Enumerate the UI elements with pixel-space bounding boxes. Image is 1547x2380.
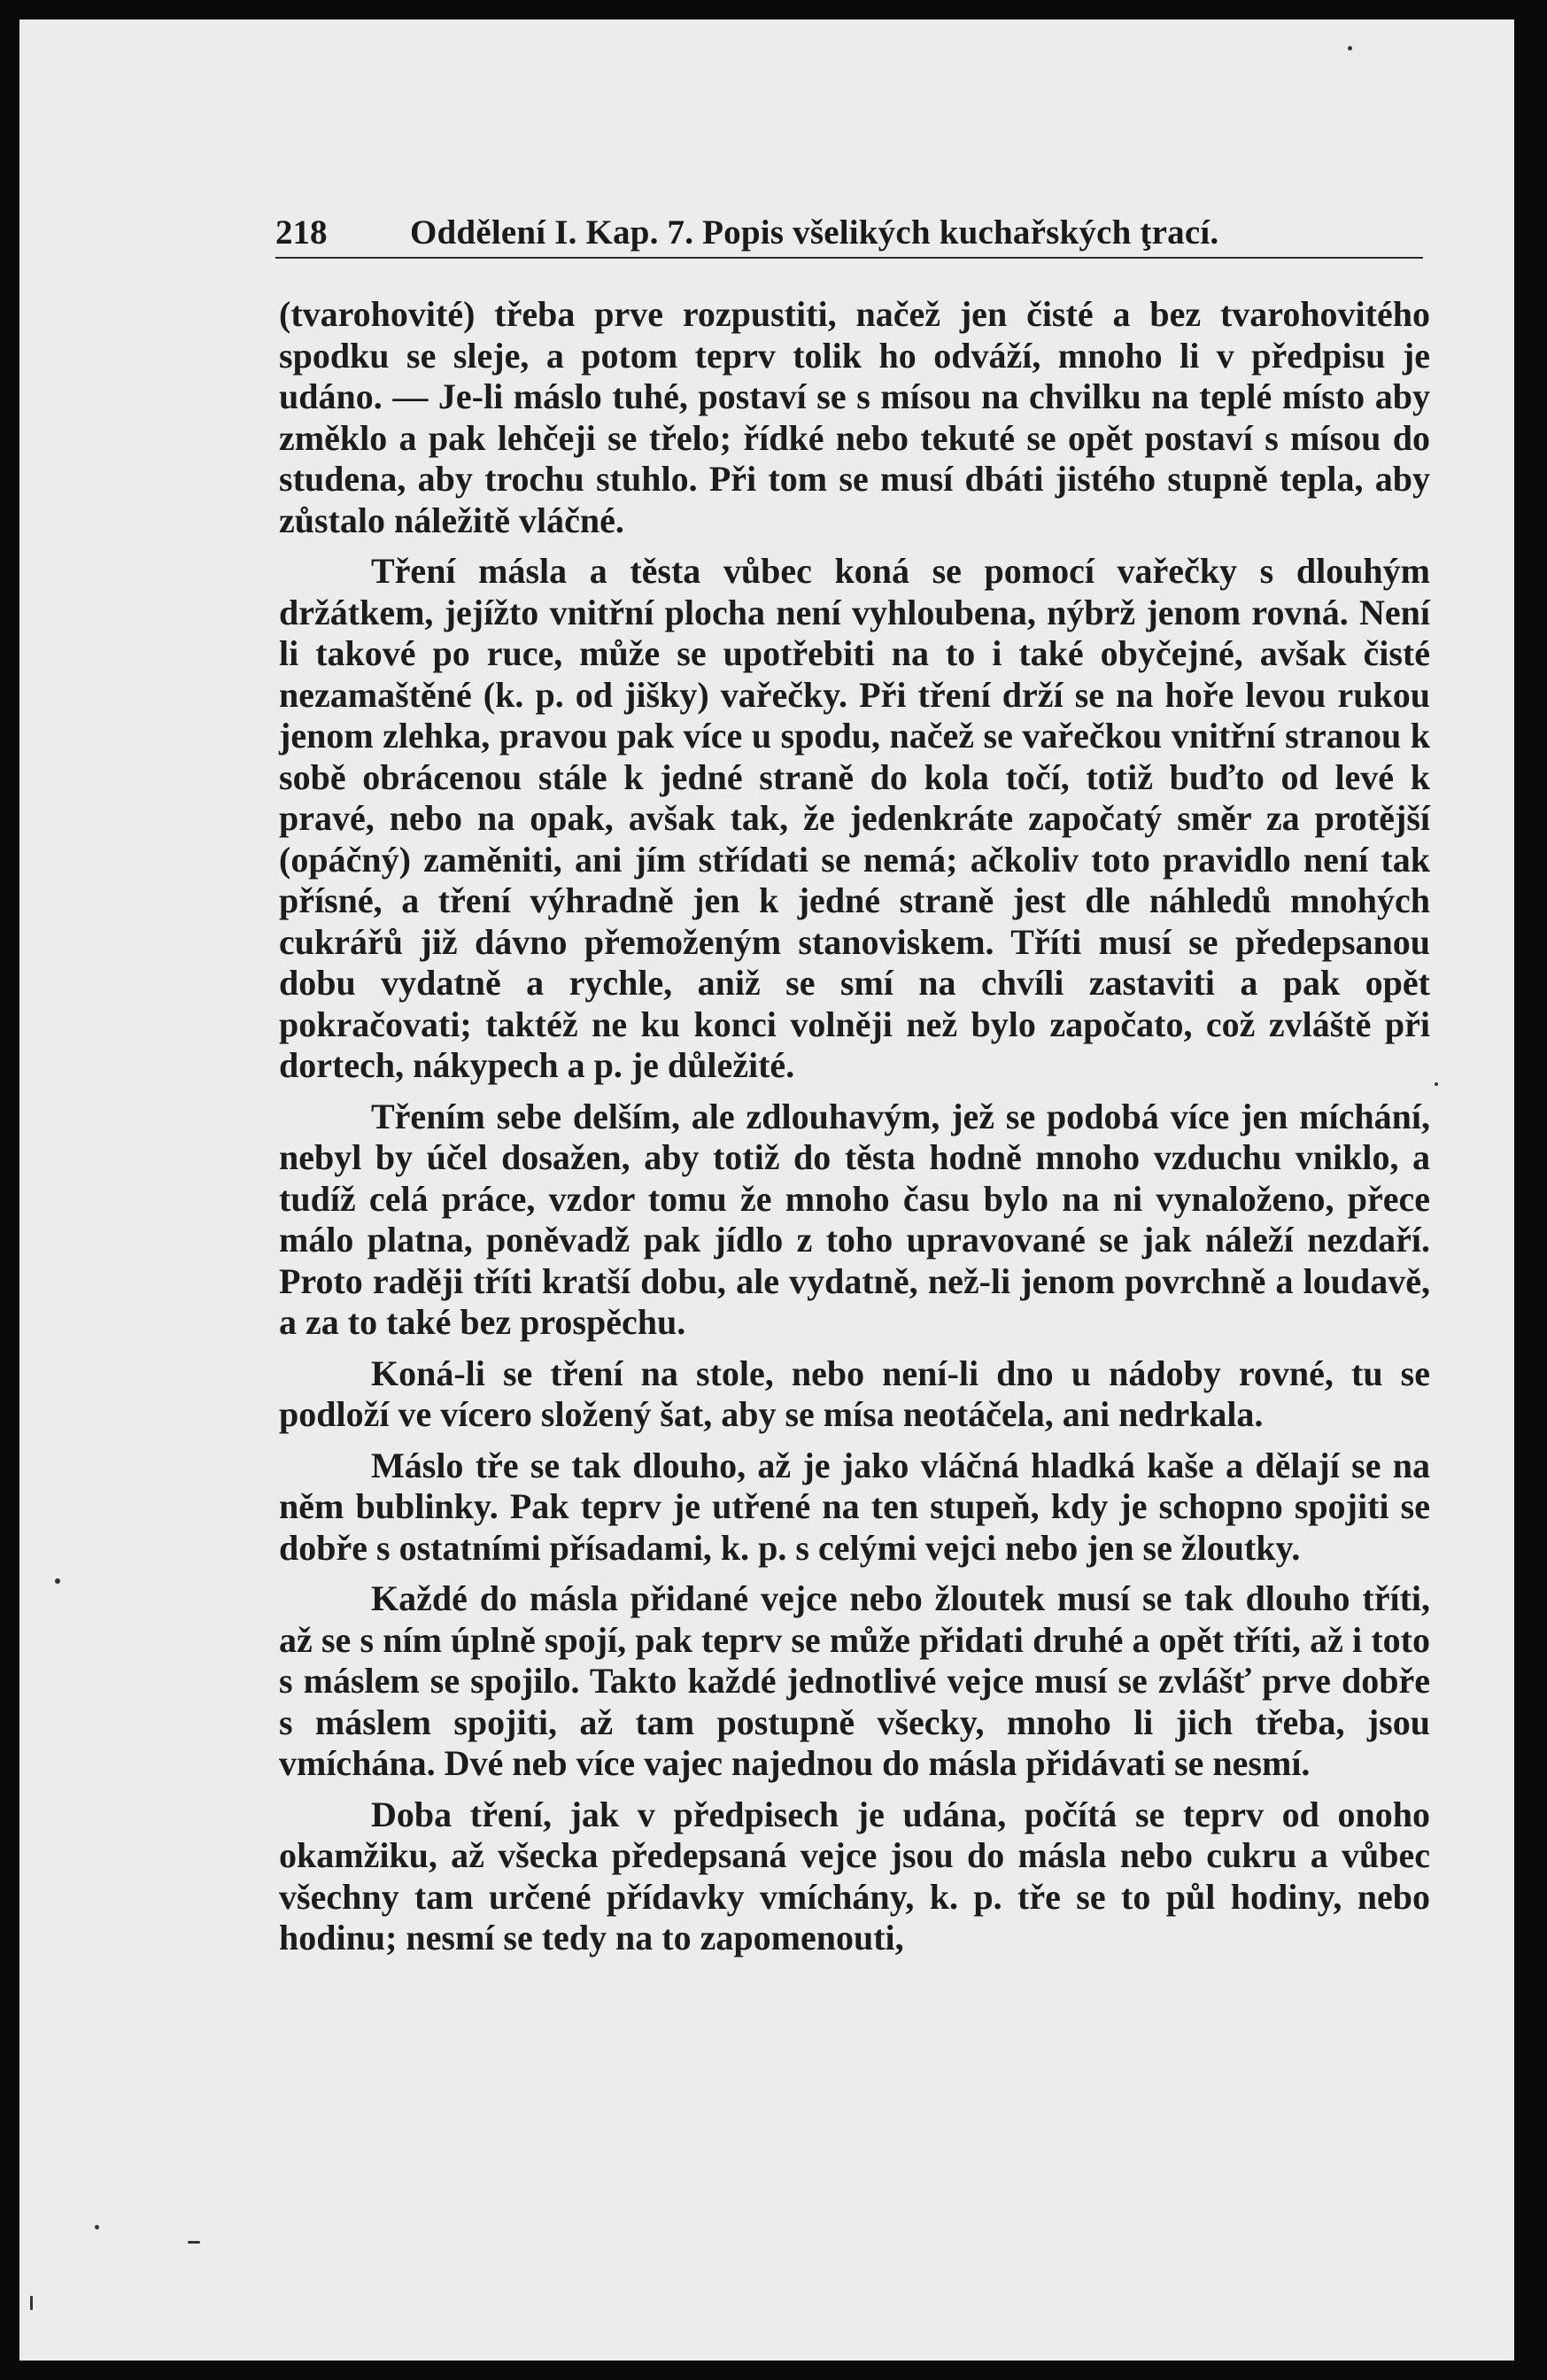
paragraph-2: Tření másla a těsta vůbec koná se pomocí vařečky s dlouhým držátkem, jejížto vnitřní plocha není vyhloubena, nýbrž jenom rovná. Není li takové po ruce, může se upotřebiti na to i také obyčejné, avšak čisté nezamaštěné (k. p. od jišky) vařečky. Při tření drží se na hoře levou rukou jenom zlehka, pravou pak více u spodu, načež se vařečkou vnitřní stranou k sobě obrácenou stále k jedné straně do kola točí, totiž buďto od levé k pravé, nebo na opak, avšak tak, že jedenkráte započatý směr za protější (opáčný) zaměniti, ani jím střídati se nemá; ačkoliv toto pravidlo není tak přísné, a tření výhradně jen k jedné straně jest dle náhledů mnohých cukrářů již dávno přemoženým stanoviskem. Tříti musí se předepsanou dobu vydatně a rychle, aniž se smí na chvíli zastaviti a pak opět pokračovati; taktéž ne ku konci volněji než bylo započato, což zvláště při dortech, nákypech a p. je důležité. — [279, 551, 1430, 1085]
running-head: Oddělení I. Kap. 7. Popis všelikých kuchařských ţrací. — [410, 213, 1219, 252]
scan-speck — [188, 2241, 200, 2244]
header-rule — [275, 257, 1423, 259]
scan-speck — [1435, 1082, 1438, 1086]
book-page — [19, 19, 1514, 2361]
scan-speck — [55, 1578, 60, 1584]
paragraph-3: Třením sebe delším, ale zdlouhavým, jež se podobá více jen míchání, nebyl by účel dosažen, aby totiž do těsta hodně mnoho vzduchu vniklo, a tudíž celá práce, vzdor tomu že mnoho času bylo na ni vynaloženo, přece málo platna, poněvadž pak jídlo z toho upravované se jak náleží nezdaří. Proto raději tříti kratší dobu, ale vydatně, než-li jenom povrchně a loudavě, a za to také bez prospěchu. — [279, 1096, 1430, 1342]
paragraph-1: (tvarohovité) třeba prve rozpustiti, načež jen čisté a bez tvarohovitého spodku se sleje, a potom teprv tolik ho odváží, mnoho li v předpisu je udáno. — Je-li máslo tuhé, postaví se s mísou na chvilku na teplé místo aby změklo a pak lehčeji se třelo; řídké nebo tekuté se opět postaví s mísou do studena, aby trochu stuhlo. Při tom se musí dbáti jistého stupně tepla, aby zůstalo náležitě vláčné. — [279, 294, 1430, 540]
page-number: 218 — [275, 213, 328, 252]
scan-speck — [30, 2296, 33, 2310]
paragraph-6: Každé do másla přidané vejce nebo žloutek musí se tak dlouho tříti, až se s ním úplně spojí, pak teprv se může přidati druhé a opět tříti, až i toto s máslem se spojilo. Takto každé jednotlivé vejce musí se zvlášť prve dobře s máslem spojiti, až tam postupně všecky, mnoho li jich třeba, jsou vmíchána. Dvé neb více vajec najednou do másla přidávati se nesmí. — [279, 1578, 1430, 1783]
scan-speck — [1348, 46, 1352, 50]
paragraph-4: Koná-li se tření na stole, nebo není-li dno u nádoby rovné, tu se podloží ve vícero složený šat, aby se mísa neotáčela, ani nedrkala. — [279, 1353, 1430, 1434]
scan-speck — [95, 2225, 99, 2229]
paragraph-5: Máslo tře se tak dlouho, až je jako vláčná hladká kaše a dělají se na něm bublinky. Pak teprv je utřené na ten stupeň, kdy je schopno spojiti se dobře s ostatními přísadami, k. p. s celými vejci nebo jen se žloutky. — [279, 1445, 1430, 1568]
body-text — [279, 294, 1430, 1959]
paragraph-7: Doba tření, jak v předpisech je udána, počítá se teprv od onoho okamžiku, až všecka předepsaná vejce jsou do másla nebo cukru a vůbec všechny tam určené přídavky vmíchány, k. p. tře se to půl hodiny, nebo hodinu; nesmí se tedy na to zapomenouti, — [279, 1794, 1430, 1957]
